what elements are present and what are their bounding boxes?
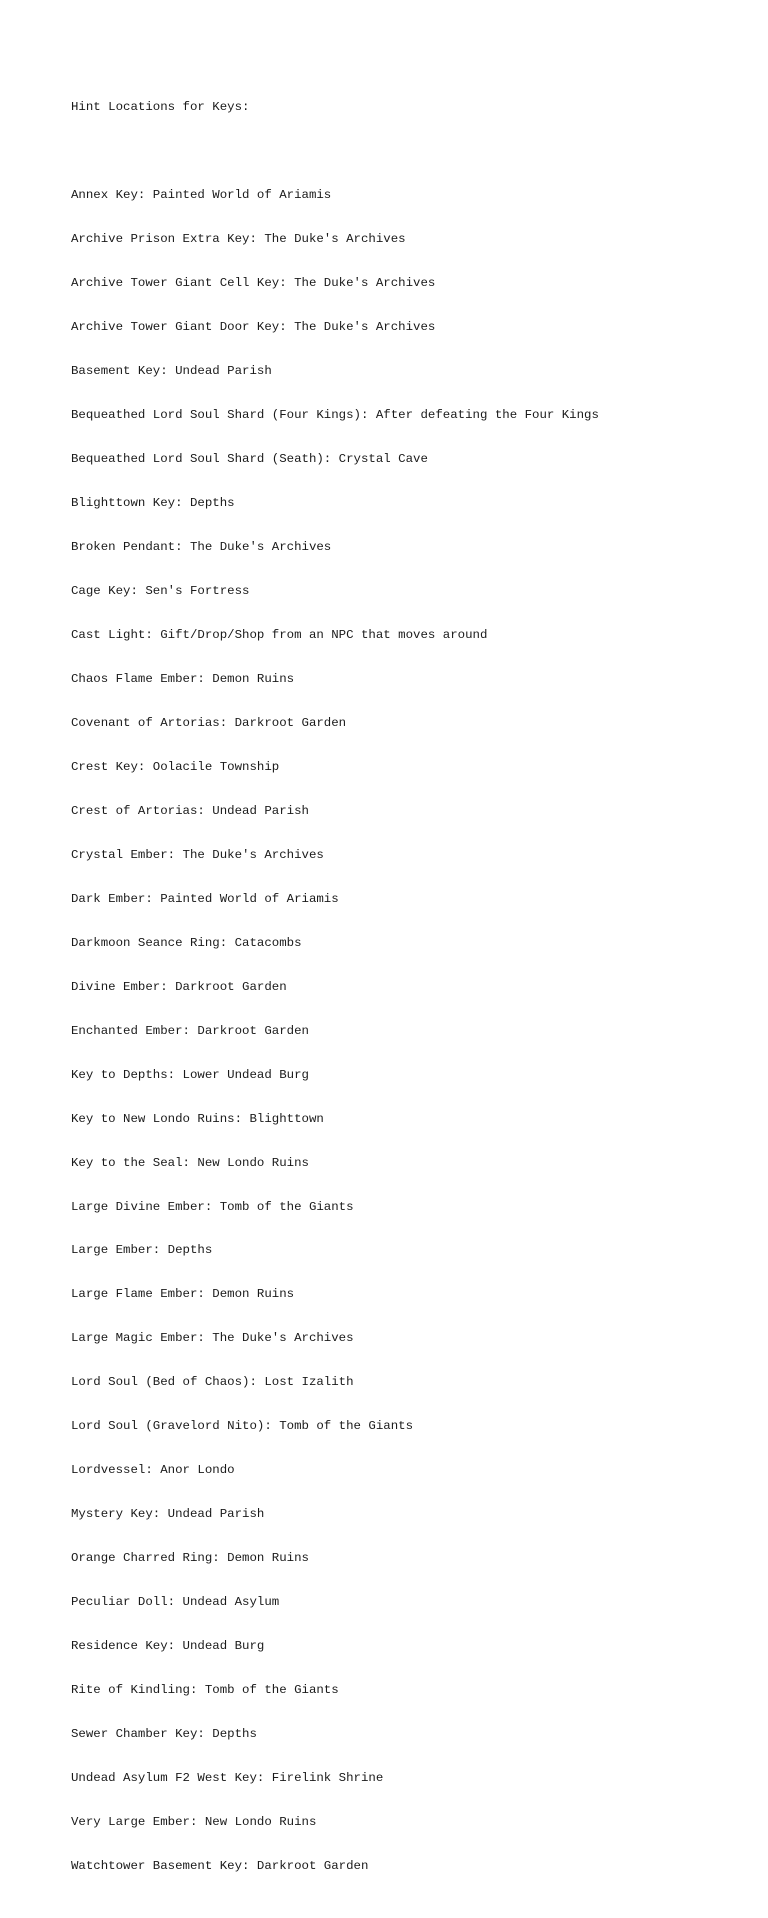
list-item: Archive Tower Giant Cell Key: The Duke's Archives [71,276,436,291]
list-item: Lordvessel: Anor Londo [71,1463,235,1478]
list-item: Large Divine Ember: Tomb of the Giants [71,1199,354,1214]
list-item: Broken Pendant: The Duke's Archives [71,539,332,554]
list-item: Archive Prison Extra Key: The Duke's Archives [71,232,406,247]
list-item: Bequeathed Lord Soul Shard (Four Kings): After defeating the Four Kings [71,408,599,423]
list-item: Residence Key: Undead Burg [71,1639,265,1654]
list-item: Darkmoon Seance Ring: Catacombs [71,935,302,950]
hint-list [71,159,751,1903]
list-item: Chaos Flame Ember: Demon Ruins [71,671,295,686]
list-item: Orange Charred Ring: Demon Ruins [71,1551,309,1566]
list-item: Crest of Artorias: Undead Parish [71,803,309,818]
list-item: Blighttown Key: Depths [71,496,235,511]
list-item: Cage Key: Sen's Fortress [71,583,250,598]
list-item: Sewer Chamber Key: Depths [71,1727,257,1742]
list-item: Archive Tower Giant Door Key: The Duke's Archives [71,320,436,335]
list-item: Crystal Ember: The Duke's Archives [71,847,324,862]
list-item: Large Magic Ember: The Duke's Archives [71,1331,354,1346]
list-item: Dark Ember: Painted World of Ariamis [71,891,339,906]
list-item: Mystery Key: Undead Parish [71,1507,265,1522]
list-item: Watchtower Basement Key: Darkroot Garden [71,1859,369,1874]
list-item: Crest Key: Oolacile Township [71,759,280,774]
list-item: Large Ember: Depths [71,1243,213,1258]
list-item: Key to the Seal: New Londo Ruins [71,1155,309,1170]
list-item: Rite of Kindling: Tomb of the Giants [71,1683,339,1698]
list-item: Cast Light: Gift/Drop/Shop from an NPC that moves around [71,627,488,642]
list-item: Large Flame Ember: Demon Ruins [71,1287,295,1302]
list-item: Peculiar Doll: Undead Asylum [71,1595,280,1610]
list-item: Key to New Londo Ruins: Blighttown [71,1111,324,1126]
list-item: Divine Ember: Darkroot Garden [71,979,287,994]
list-item: Bequeathed Lord Soul Shard (Seath): Crystal Cave [71,452,428,467]
list-item: Basement Key: Undead Parish [71,364,272,379]
list-item: Covenant of Artorias: Darkroot Garden [71,715,347,730]
list-item: Lord Soul (Gravelord Nito): Tomb of the Giants [71,1419,414,1434]
list-item: Very Large Ember: New Londo Ruins [71,1815,317,1830]
document-page [71,71,751,1918]
list-item: Lord Soul (Bed of Chaos): Lost Izalith [71,1375,354,1390]
list-item: Annex Key: Painted World of Ariamis [71,188,332,203]
list-item: Key to Depths: Lower Undead Burg [71,1067,309,1082]
document-title: Hint Locations for Keys: [71,100,250,115]
list-item: Enchanted Ember: Darkroot Garden [71,1023,309,1038]
list-item: Undead Asylum F2 West Key: Firelink Shrine [71,1771,384,1786]
